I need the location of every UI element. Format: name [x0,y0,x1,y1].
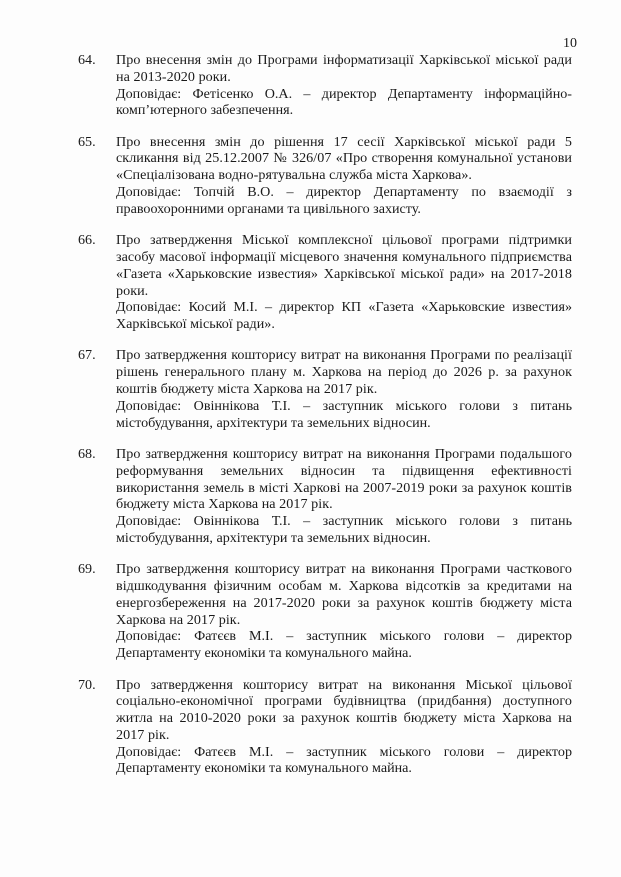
agenda-item-reporter: Доповідає: Овіннікова Т.І. – заступник міського голови з питань містобудування, архітектури та земельних відносин. [116,397,572,431]
agenda-item-number: 69. [78,561,96,578]
agenda-item-number: 65. [78,133,96,150]
agenda-item-67 [78,347,572,431]
agenda-item-reporter: Доповідає: Фатєєв М.І. – заступник міського голови – директор Департаменту економіки та комунального майна. [116,743,572,777]
page-number: 10 [563,36,577,51]
agenda-item-number: 70. [78,676,96,693]
agenda-item-title: Про внесення змін до Програми інформатизації Харківської міської ради на 2013-2020 роки. [116,52,572,85]
agenda-item-reporter: Доповідає: Косий М.І. – директор КП «Газета «Харьковские известия» Харківської міської ради». [116,299,572,333]
agenda-item-title: Про затвердження кошторису витрат на виконання Міської цільової соціально-економічної програми будівництва (придбання) доступного житла на 2010-2020 роки за рахунок коштів бюджету міста Харкова на 2017 рік. [116,676,572,743]
agenda-item-68 [78,446,572,547]
agenda-item-title: Про внесення змін до рішення 17 сесії Харківської міської ради 5 скликання від 25.12.2007 № 326/07 «Про створення комунальної установи «Спеціалізована водно-рятувальна служба міста Харкова». [116,133,572,184]
agenda-item-reporter: Доповідає: Фетісенко О.А. – директор Департаменту інформаційно-комп’ютерного забезпечення. [116,85,572,119]
agenda-item-number: 64. [78,52,96,68]
agenda-item-65 [78,134,572,218]
agenda-item-reporter: Доповідає: Овіннікова Т.І. – заступник міського голови з питань містобудування, архітектури та земельних відносин. [116,513,572,546]
agenda-item-title: Про затвердження кошторису витрат на виконання Програми по реалізації рішень генерального плану м. Харкова на період до 2026 р. за рахунок коштів бюджету міста Харкова на 2017 рік. [116,347,572,398]
agenda-item-reporter: Доповідає: Топчій В.О. – директор Департаменту по взаємодії з правоохоронними органами та цивільного захисту. [116,184,572,217]
agenda-item-title: Про затвердження Міської комплексної цільової програми підтримки засобу масової інформації місцевого значення комунального підприємства «Газета «Харьковские известия» Харківської міської ради» на 2017-2018 роки. [116,232,572,299]
agenda-item-number: 68. [78,445,96,462]
agenda-item-69 [78,561,572,662]
agenda-item-title: Про затвердження кошторису витрат на виконання Програми часткового відшкодування фізичним особам м. Харкова відсотків за кредитами на енергозбереження на 2017-2020 роки за рахунок коштів бюджету міста Харкова на 2017 рік. [116,561,572,628]
agenda-item-title: Про затвердження кошторису витрат на виконання Програми подальшого реформування земельних відносин та підвищення ефективності використання земель в місті Харкові на 2007-2019 роки за рахунок коштів бюджету міста Харкова на 2017 рік. [116,445,572,513]
agenda-item-70 [78,677,572,778]
agenda-item-66 [78,232,572,333]
agenda-item-reporter: Доповідає: Фатєєв М.І. – заступник міського голови – директор Департаменту економіки та комунального майна. [116,628,572,662]
agenda-item-number: 67. [78,347,96,364]
agenda-item-64 [78,52,572,119]
agenda-list [78,52,572,792]
agenda-item-number: 66. [78,232,96,249]
